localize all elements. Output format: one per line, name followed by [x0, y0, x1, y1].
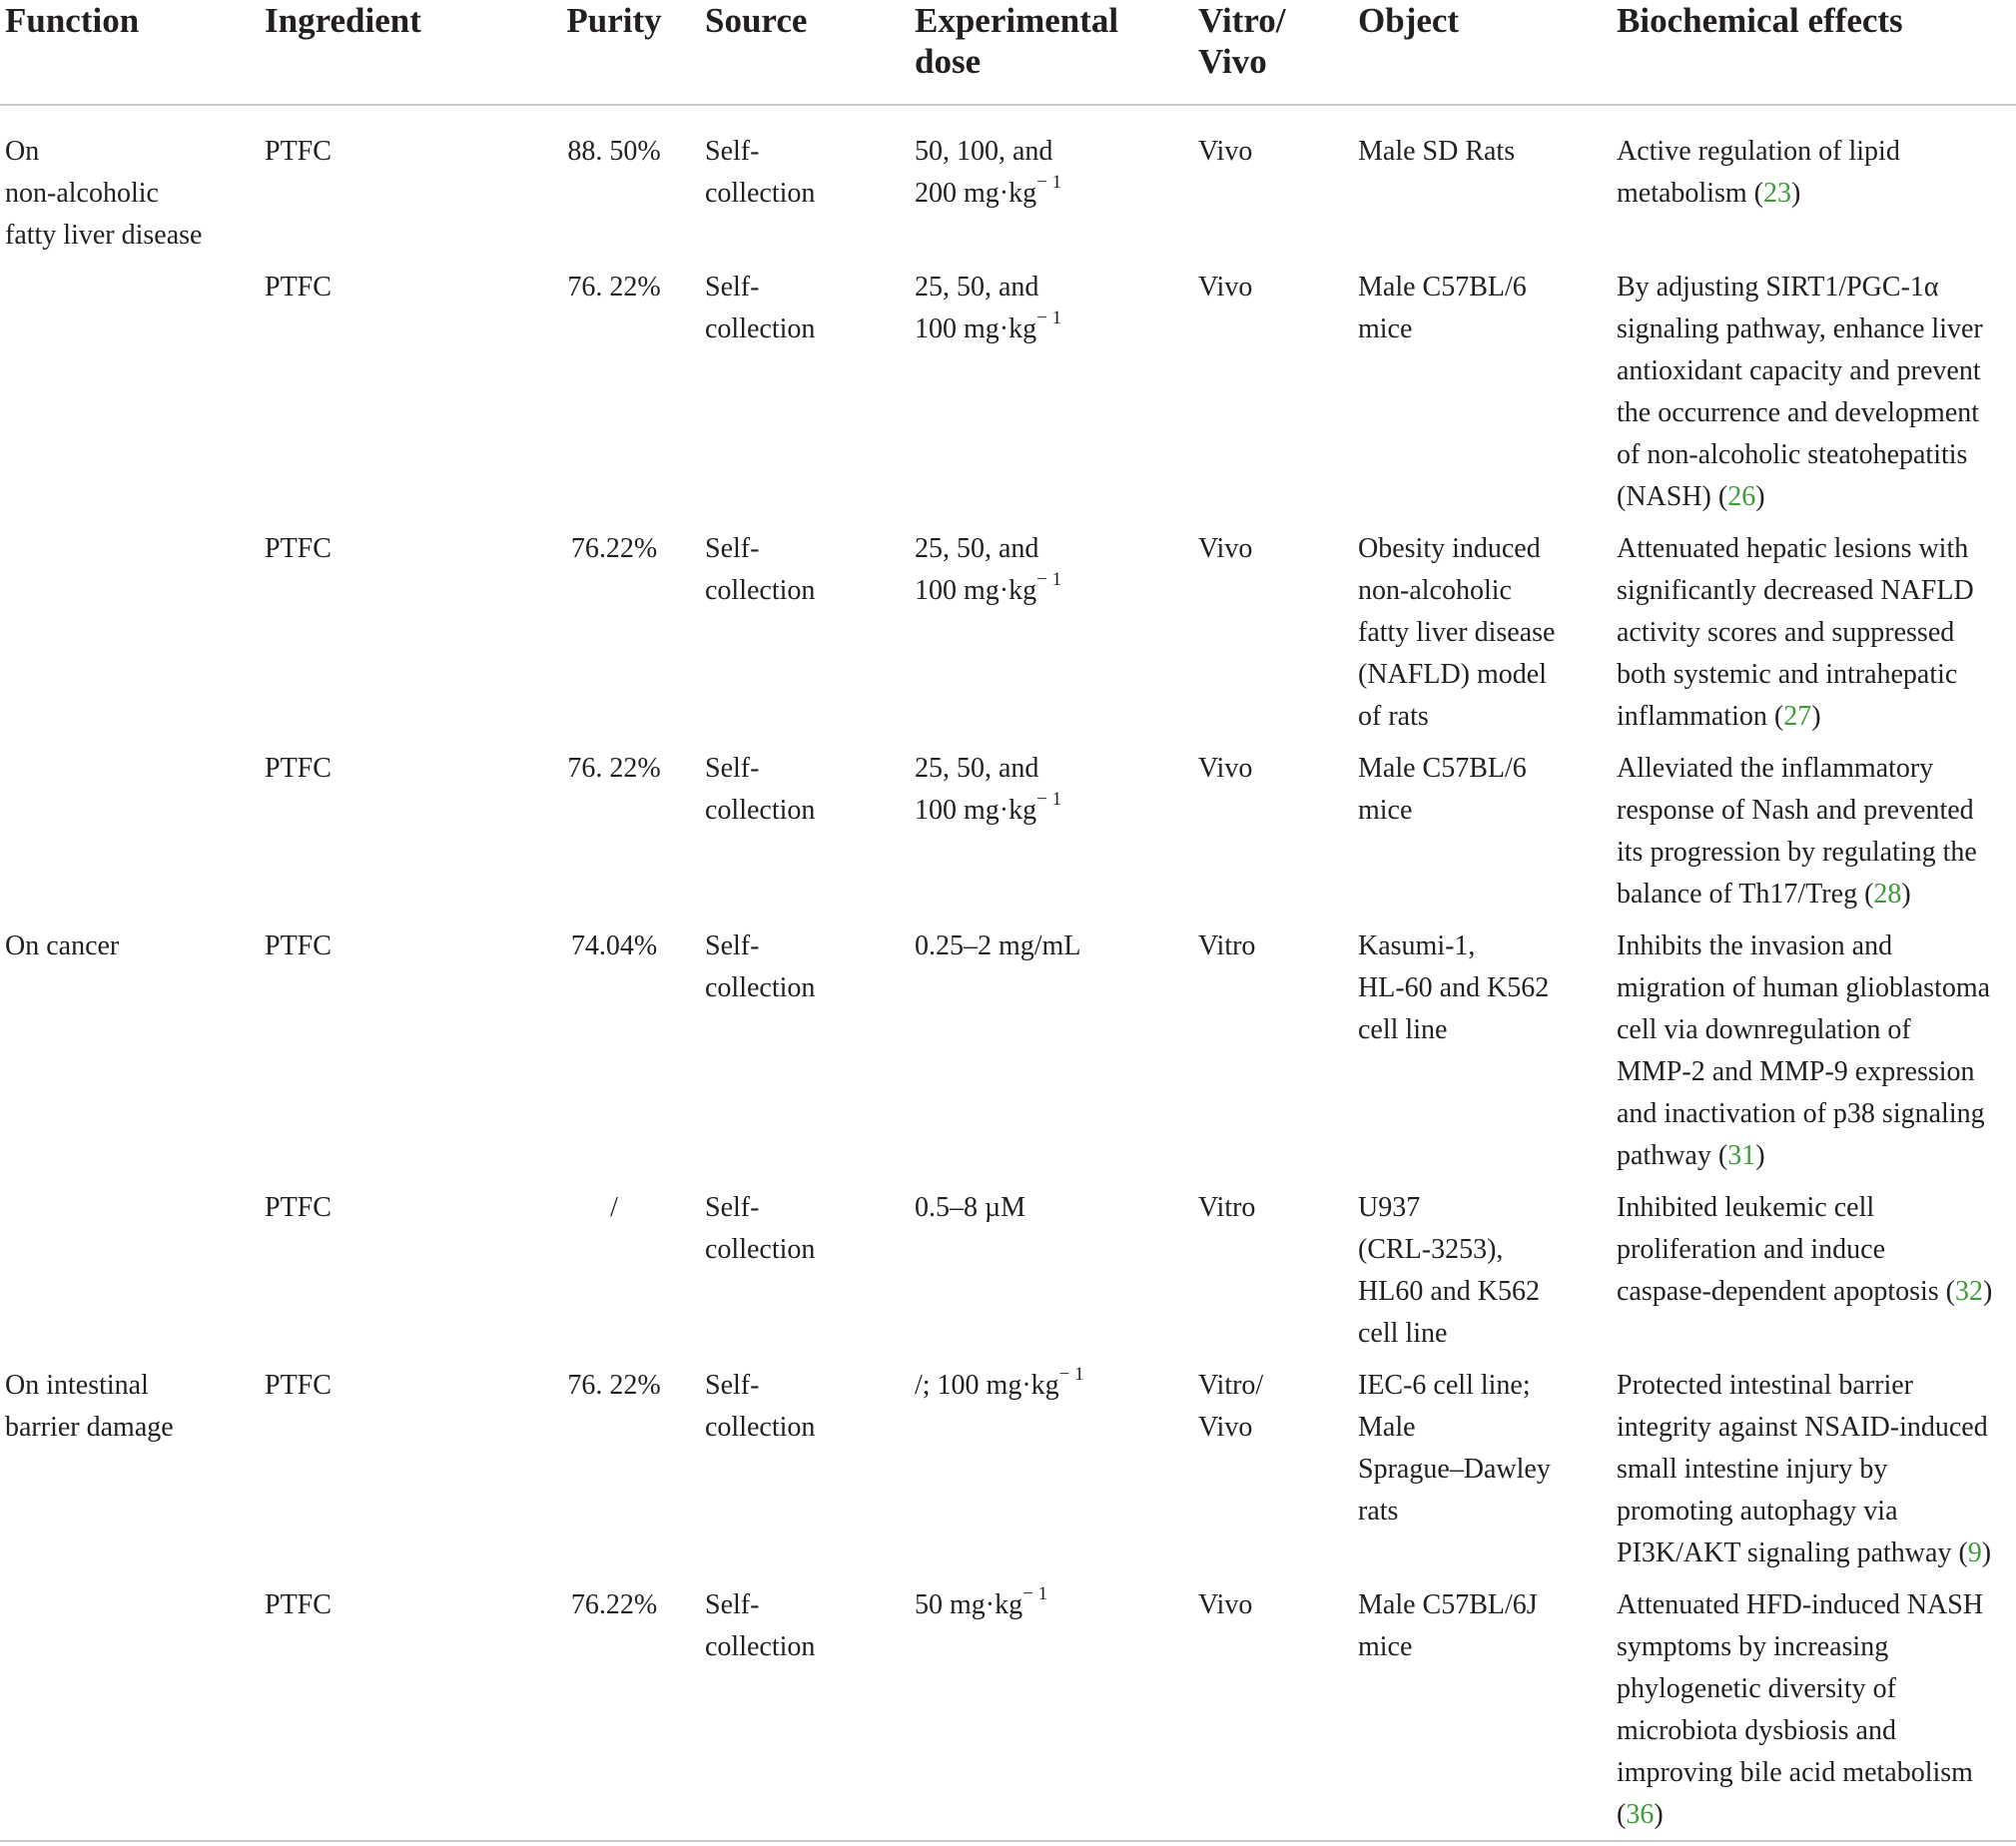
- column-header-vitro-vivo: [1198, 0, 1358, 105]
- purity-text: 76. 22%: [567, 753, 661, 784]
- cell-purity: [523, 1584, 705, 1846]
- reference-link[interactable]: 9: [1967, 1538, 1982, 1568]
- cell-function: [0, 267, 265, 528]
- column-header-experimental-dose: [915, 0, 1198, 105]
- effects-text: [1617, 925, 2016, 1177]
- table-body: [0, 105, 2016, 1846]
- cell-biochemical-effects: [1617, 105, 2016, 267]
- purity-text: 76.22%: [570, 533, 658, 564]
- ingredient-text: PTFC: [265, 1589, 332, 1620]
- reference-link[interactable]: 36: [1626, 1799, 1655, 1830]
- effects-text: [1617, 267, 2016, 518]
- cell-vitro-vivo: [1198, 1187, 1358, 1365]
- column-header-function: Function: [5, 1, 140, 40]
- cell-function: [0, 1584, 265, 1846]
- purity-text: 76. 22%: [567, 1370, 661, 1401]
- effects-description: Attenuated HFD-induced NASH symptoms by increasing phylogenetic diversity of microbiota dysbiosis and improving bile acid metabolism (: [1617, 1589, 1984, 1830]
- source-text: Self- collection: [705, 533, 816, 606]
- vitro-vivo-text: Vivo: [1198, 533, 1253, 564]
- cell-vitro-vivo: [1198, 105, 1358, 267]
- object-text: Male C57BL/6 mice: [1358, 753, 1527, 826]
- dose-text: [915, 1584, 1198, 1626]
- reference-close-paren: ): [1790, 178, 1801, 209]
- reference-link[interactable]: 23: [1762, 178, 1791, 209]
- cell-purity: [523, 925, 705, 1187]
- cell-purity: [523, 528, 705, 748]
- cell-source: [705, 267, 915, 528]
- cell-biochemical-effects: [1617, 1584, 2016, 1846]
- cell-ingredient: [265, 105, 523, 267]
- dose-unit-exponent: − 1: [1058, 1363, 1084, 1385]
- table-header: [0, 0, 2016, 105]
- function-text: On intestinal barrier damage: [5, 1370, 174, 1443]
- dose-unit-exponent: − 1: [1036, 171, 1062, 193]
- dose-unit-exponent: − 1: [1022, 1582, 1048, 1604]
- cell-vitro-vivo: [1198, 1584, 1358, 1846]
- effects-text: [1617, 1187, 2016, 1313]
- cell-biochemical-effects: [1617, 528, 2016, 748]
- cell-object: [1358, 528, 1617, 748]
- ingredient-text: PTFC: [265, 930, 332, 961]
- column-header-biochemical-effects: Biochemical effects: [1617, 1, 1903, 40]
- cell-vitro-vivo: [1198, 748, 1358, 925]
- cell-function: [0, 748, 265, 925]
- dose-value: 50 mg·kg: [915, 1589, 1023, 1620]
- cell-purity: [523, 105, 705, 267]
- ingredient-text: PTFC: [265, 1192, 332, 1223]
- reference-close-paren: ): [1901, 879, 1911, 910]
- table-row: [0, 925, 2016, 1187]
- vitro-vivo-text: Vitro: [1198, 1192, 1256, 1223]
- source-text: Self- collection: [705, 1589, 816, 1662]
- dose-header-line1: Experimental: [915, 1, 1119, 40]
- table-row: [0, 1584, 2016, 1846]
- dose-text: [915, 528, 1198, 612]
- cell-experimental-dose: [915, 267, 1198, 528]
- table-row: [0, 1187, 2016, 1365]
- ingredient-text: PTFC: [265, 753, 332, 784]
- vitro-vivo-text: Vitro/ Vivo: [1198, 1370, 1264, 1443]
- cell-function: [0, 528, 265, 748]
- cell-object: [1358, 748, 1617, 925]
- dose-unit-exponent: − 1: [1036, 307, 1062, 328]
- vitro-vivo-text: Vitro: [1198, 930, 1256, 961]
- cell-vitro-vivo: [1198, 528, 1358, 748]
- cell-ingredient: [265, 528, 523, 748]
- reference-link[interactable]: 32: [1955, 1276, 1983, 1307]
- cell-object: [1358, 1365, 1617, 1584]
- cell-function: [0, 925, 265, 1187]
- cell-purity: [523, 1365, 705, 1584]
- object-text: IEC-6 cell line; Male Sprague–Dawley rats: [1358, 1370, 1551, 1527]
- dose-text: [915, 748, 1198, 832]
- cell-experimental-dose: [915, 925, 1198, 1187]
- cell-object: [1358, 1187, 1617, 1365]
- cell-experimental-dose: [915, 528, 1198, 748]
- dose-value: 25, 50, and 100 mg·kg: [915, 533, 1039, 606]
- cell-source: [705, 105, 915, 267]
- table-row: [0, 748, 2016, 925]
- cell-experimental-dose: [915, 1365, 1198, 1584]
- cell-ingredient: [265, 1365, 523, 1584]
- purity-text: 74.04%: [570, 930, 658, 961]
- cell-source: [705, 925, 915, 1187]
- reference-link[interactable]: 26: [1727, 481, 1756, 512]
- cell-function: [0, 1365, 265, 1584]
- object-text: U937 (CRL-3253), HL60 and K562 cell line: [1358, 1192, 1540, 1349]
- dose-value: 25, 50, and 100 mg·kg: [915, 753, 1039, 826]
- cell-ingredient: [265, 1187, 523, 1365]
- cell-ingredient: [265, 1584, 523, 1846]
- object-text: Male C57BL/6 mice: [1358, 272, 1527, 344]
- cell-experimental-dose: [915, 748, 1198, 925]
- dose-value: 0.25–2 mg/mL: [915, 930, 1081, 961]
- cell-source: [705, 1365, 915, 1584]
- source-text: Self- collection: [705, 136, 816, 209]
- vitro-vivo-text: Vivo: [1198, 753, 1253, 784]
- ingredient-text: PTFC: [265, 272, 332, 303]
- effects-description: Alleviated the inflammatory response of Nash and prevented its progression by regulating the balance of Th17/Treg (: [1617, 753, 1977, 910]
- object-text: Male C57BL/6J mice: [1358, 1589, 1538, 1662]
- ingredient-text: PTFC: [265, 1370, 332, 1401]
- dose-text: [915, 1187, 1198, 1229]
- ingredient-text: PTFC: [265, 533, 332, 564]
- source-text: Self- collection: [705, 930, 816, 1003]
- effects-description: Attenuated hepatic lesions with significantly decreased NAFLD activity scores and suppressed both systemic and intrahepatic inflammation (: [1617, 533, 1974, 732]
- cell-purity: [523, 267, 705, 528]
- purity-text: 76. 22%: [567, 272, 661, 303]
- effects-description: Protected intestinal barrier integrity against NSAID-induced small intestine injury by promoting autophagy via PI3K/AKT signaling pathway (: [1617, 1370, 1988, 1568]
- reference-close-paren: ): [1654, 1799, 1664, 1830]
- cell-biochemical-effects: [1617, 748, 2016, 925]
- vitro-vivo-text: Vivo: [1198, 1589, 1253, 1620]
- cell-ingredient: [265, 748, 523, 925]
- cell-biochemical-effects: [1617, 925, 2016, 1187]
- dose-unit-exponent: − 1: [1036, 788, 1062, 810]
- cell-source: [705, 1584, 915, 1846]
- object-text: Male SD Rats: [1358, 136, 1516, 167]
- table-row: [0, 267, 2016, 528]
- cell-source: [705, 528, 915, 748]
- effects-description: Active regulation of lipid metabolism (: [1617, 136, 1900, 209]
- table-bottom-rule: [0, 1840, 2016, 1842]
- cell-source: [705, 1187, 915, 1365]
- cell-biochemical-effects: [1617, 267, 2016, 528]
- dose-value: 0.5–8 µM: [915, 1192, 1026, 1223]
- dose-header-line2: dose: [915, 42, 982, 81]
- table-row: [0, 528, 2016, 748]
- reference-close-paren: ): [1811, 701, 1821, 732]
- effects-description: Inhibits the invasion and migration of human glioblastoma cell via downregulation of MMP-2 and MMP-9 expression and inactivation of p38 signaling pathway (: [1617, 930, 1991, 1171]
- column-header-ingredient: Ingredient: [265, 1, 421, 40]
- dose-text: [915, 1365, 1198, 1407]
- effects-description: By adjusting SIRT1/PGC-1α signaling pathway, enhance liver antioxidant capacity and prevent the occurrence and development of non-alcoholic steatohepatitis (NASH) (: [1617, 272, 1983, 512]
- effects-text: [1617, 131, 2016, 215]
- cell-object: [1358, 267, 1617, 528]
- cell-purity: [523, 1187, 705, 1365]
- source-text: Self- collection: [705, 753, 816, 826]
- dose-text: [915, 131, 1198, 215]
- ingredient-text: PTFC: [265, 136, 332, 167]
- effects-text: [1617, 528, 2016, 738]
- reference-close-paren: ): [1983, 1276, 1993, 1307]
- table-row: [0, 1365, 2016, 1584]
- cell-experimental-dose: [915, 105, 1198, 267]
- cell-vitro-vivo: [1198, 267, 1358, 528]
- purity-text: 76.22%: [570, 1589, 658, 1620]
- cell-vitro-vivo: [1198, 1365, 1358, 1584]
- reference-close-paren: ): [1981, 1538, 1992, 1568]
- reference-link[interactable]: 27: [1783, 701, 1812, 732]
- dose-text: [915, 267, 1198, 350]
- cell-experimental-dose: [915, 1584, 1198, 1846]
- cell-experimental-dose: [915, 1187, 1198, 1365]
- cell-vitro-vivo: [1198, 925, 1358, 1187]
- cell-ingredient: [265, 267, 523, 528]
- purity-text: /: [610, 1192, 618, 1223]
- object-text: Kasumi-1, HL-60 and K562 cell line: [1358, 930, 1550, 1045]
- reference-close-paren: ): [1755, 481, 1765, 512]
- cell-purity: [523, 748, 705, 925]
- object-text: Obesity induced non-alcoholic fatty liver disease (NAFLD) model of rats: [1358, 533, 1556, 732]
- effects-text: [1617, 748, 2016, 916]
- dose-value: 50, 100, and 200 mg·kg: [915, 136, 1053, 209]
- column-header-source: Source: [705, 1, 808, 40]
- vitro-header-line1: Vitro/: [1198, 1, 1286, 40]
- cell-function: [0, 105, 265, 267]
- cell-function: [0, 1187, 265, 1365]
- function-text: On cancer: [5, 930, 120, 961]
- reference-link[interactable]: 31: [1727, 1140, 1756, 1171]
- column-header-object: Object: [1358, 1, 1460, 40]
- dose-value: 25, 50, and 100 mg·kg: [915, 272, 1039, 344]
- table-row: [0, 105, 2016, 267]
- reference-link[interactable]: 28: [1873, 879, 1902, 910]
- column-header-purity: Purity: [566, 1, 662, 40]
- cell-object: [1358, 1584, 1617, 1846]
- source-text: Self- collection: [705, 272, 816, 344]
- effects-text: [1617, 1365, 2016, 1574]
- source-text: Self- collection: [705, 1370, 816, 1443]
- source-text: Self- collection: [705, 1192, 816, 1265]
- vitro-header-line2: Vivo: [1198, 42, 1267, 81]
- vitro-vivo-text: Vivo: [1198, 136, 1253, 167]
- cell-biochemical-effects: [1617, 1187, 2016, 1365]
- reference-close-paren: ): [1755, 1140, 1765, 1171]
- header-row: [0, 0, 2016, 105]
- effects-description: Inhibited leukemic cell proliferation and induce caspase-dependent apoptosis (: [1617, 1192, 1955, 1307]
- cell-source: [705, 748, 915, 925]
- vitro-vivo-text: Vivo: [1198, 272, 1253, 303]
- purity-text: 88. 50%: [567, 136, 661, 167]
- cell-object: [1358, 925, 1617, 1187]
- cell-ingredient: [265, 925, 523, 1187]
- effects-text: [1617, 1584, 2016, 1836]
- cell-biochemical-effects: [1617, 1365, 2016, 1584]
- function-text: On non-alcoholic fatty liver disease: [5, 136, 203, 251]
- dose-value: /; 100 mg·kg: [915, 1370, 1059, 1401]
- dose-unit-exponent: − 1: [1036, 568, 1062, 590]
- cell-object: [1358, 105, 1617, 267]
- dose-text: [915, 925, 1198, 967]
